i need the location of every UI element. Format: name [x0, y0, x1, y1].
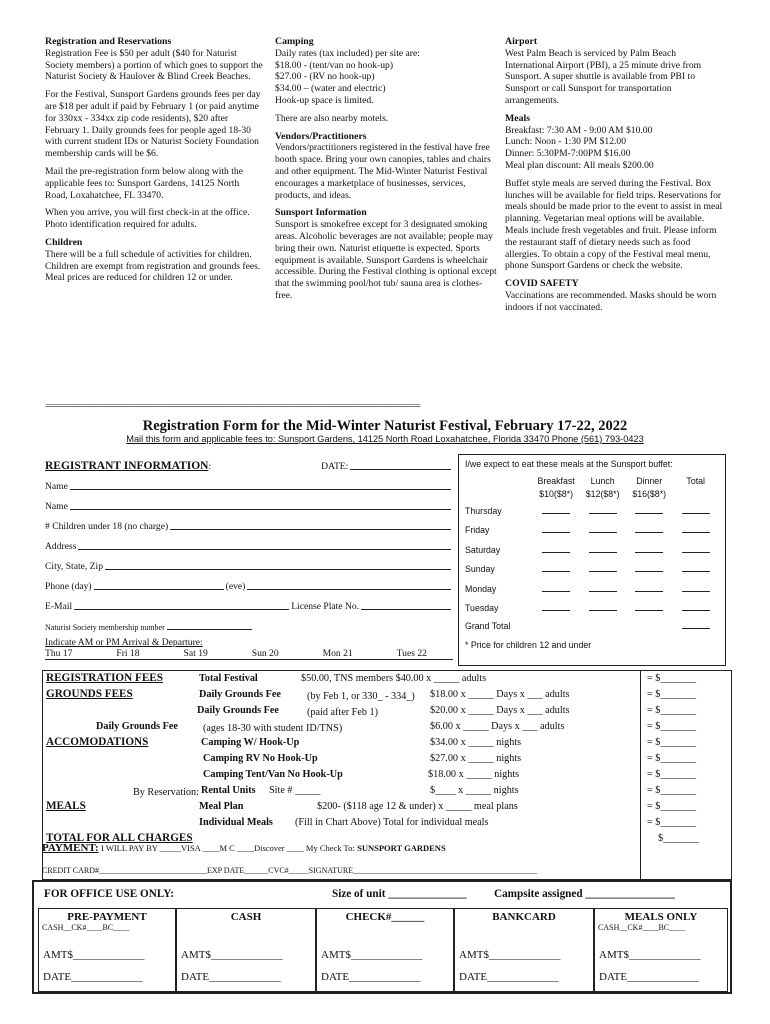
info-column-right	[505, 36, 727, 320]
payment-label: PAYMENT:	[42, 842, 99, 854]
office-cell-title: BANKCARD	[492, 911, 556, 923]
meal-count-field[interactable]	[542, 513, 570, 514]
amount-field[interactable]: = $_______	[647, 801, 697, 812]
office-amount-field[interactable]: AMT$_____________	[181, 949, 283, 961]
registrant-heading: REGISTRANT INFORMATION	[45, 460, 209, 472]
office-cell-sub[interactable]: CASH__CK#____BC____	[598, 923, 686, 932]
office-date-field[interactable]: DATE_____________	[459, 971, 559, 983]
office-amount-field[interactable]: AMT$_____________	[321, 949, 423, 961]
daily-grounds-2-detail: $20.00 x _____ Days x ___ adults	[430, 705, 570, 716]
arrival-day[interactable]: Sun 20	[251, 648, 279, 659]
amount-field[interactable]: = $_______	[647, 785, 697, 796]
children-price-note: * Price for children 12 and under	[465, 640, 592, 650]
c3-block	[505, 278, 727, 313]
campsite-field[interactable]: Campsite assigned ________________	[494, 888, 675, 900]
individual-meals-detail: (Fill in Chart Above) Total for individual meals	[295, 817, 489, 828]
form-title: Registration Form for the Mid-Winter Naturist Festival, February 17-22, 2022	[142, 418, 628, 434]
meal-day-label: Saturday	[465, 544, 501, 555]
section-text: Sunsport is smokefree except for 3 designated smoking areas. Alcoholic beverages are not available; people may bring their own. Naturist etiquette is expected. Sports equipment is available. Sunsport Gardens is wheelchair accessible. During the Festival clothing is optional except that the swimming pool/hot tub/ sauna area is clothes-free.	[275, 219, 497, 301]
plate-label: License Plate No.	[291, 601, 360, 612]
office-amount-field[interactable]: AMT$_____________	[599, 949, 701, 961]
grand-total-label: Grand Total	[465, 621, 511, 631]
office-date-field[interactable]: DATE_____________	[599, 971, 699, 983]
phone-day-label: Phone (day)	[45, 581, 92, 592]
email-field[interactable]	[74, 609, 289, 610]
meal-column-price: $12($8*)	[585, 489, 620, 499]
grounds-fees-heading: GROUNDS FEES	[46, 688, 133, 700]
c3-block	[505, 36, 727, 107]
plate-field[interactable]	[361, 609, 451, 610]
office-date-field[interactable]: DATE_____________	[43, 971, 143, 983]
meal-count-field[interactable]	[635, 552, 663, 553]
info-column-left	[45, 36, 263, 290]
section-heading: Vendors/Practitioners	[275, 130, 367, 142]
daily-grounds-1-detail: $18.00 x _____ Days x ___ adults	[430, 689, 570, 700]
camping-hookup-detail: $34.00 x _____ nights	[430, 737, 522, 748]
office-cell	[176, 908, 316, 992]
meal-count-field[interactable]	[635, 513, 663, 514]
meal-count-field[interactable]	[635, 532, 663, 533]
children-label: # Children under 18 (no charge)	[45, 521, 169, 532]
payment-payee: SUNSPORT GARDENS	[357, 843, 446, 853]
meal-day-row	[465, 521, 719, 541]
date-label: DATE:	[321, 461, 349, 472]
meal-day-label: Monday	[465, 583, 497, 594]
section-text: Registration Fee is $50 per adult ($40 for Naturist Society members) a portion of which goes to support the Naturist Society & Haulover & Blind Creek Beaches.	[45, 47, 263, 83]
office-date-field[interactable]: DATE_____________	[321, 971, 421, 983]
email-label: E-Mail	[45, 601, 73, 612]
arrival-label: Indicate AM or PM Arrival & Departure:	[45, 637, 203, 648]
section-heading: Registration and Reservations	[45, 36, 172, 47]
meal-day-row	[465, 560, 719, 580]
reg-fees-heading: REGISTRATION FEES	[46, 672, 163, 684]
c3-block	[505, 113, 727, 172]
meal-plan-detail: $200- ($118 age 12 & under) x _____ meal plans	[317, 801, 518, 812]
daily-grounds-3-label: Daily Grounds Fee	[96, 721, 178, 732]
meal-count-field[interactable]	[589, 513, 617, 514]
c1-block	[45, 166, 263, 201]
meal-day-label: Friday	[465, 525, 490, 536]
camping-tent-label: Camping Tent/Van No Hook-Up	[203, 769, 343, 780]
name-label-2: Name	[45, 501, 68, 512]
section-text: Mail the pre-registration form below along with the applicable fees to: Sunsport Gardens, 14125 North Road, Loxahatchee, FL 33470.	[45, 165, 243, 201]
address-label: Address	[45, 541, 77, 552]
meal-count-field[interactable]	[542, 552, 570, 553]
name-field-1[interactable]	[70, 489, 451, 490]
camping-rv-detail: $27.00 x _____ nights	[430, 753, 522, 764]
daily-grounds-1-label: Daily Grounds Fee	[199, 689, 281, 700]
office-cell-title: MEALS ONLY	[624, 911, 698, 923]
c2-block	[275, 36, 497, 107]
section-heading: Sunsport Information	[275, 207, 367, 219]
section-text: Buffet style meals are served during the Festival. Box lunches will be available for field trips. Reservations for meals should be made prior to the event to assist in meal planning. Vegetarian meal options will be available. Meals include fresh vegetables and fruit. Please inform the restaurant staff of dietary needs such as food allergies. To obtain a copy of the Festival meal menu, phone Sunsport Gardens or check the website.	[505, 177, 723, 272]
meal-day-row	[465, 540, 719, 560]
meal-column-header: Dinner	[636, 476, 663, 486]
arrival-day[interactable]: Tues 22	[396, 648, 427, 659]
amount-field[interactable]: = $_______	[647, 769, 697, 780]
amount-field[interactable]: = $_______	[647, 673, 697, 684]
office-use-section	[32, 880, 732, 994]
meal-day-row	[465, 599, 719, 619]
payment-line	[42, 842, 446, 854]
camping-tent-detail: $18.00 x _____ nights	[428, 769, 520, 780]
meal-day-label: Sunday	[465, 564, 495, 575]
c2-block	[275, 113, 497, 125]
meal-plan-label: Meal Plan	[199, 801, 244, 812]
arrival-day[interactable]: Fri 18	[116, 648, 140, 659]
credit-card-line[interactable]: CREDIT CARD#___________________________EXP DATE______CVC#_____SIGNATURE______________________________________________	[42, 866, 538, 875]
daily-grounds-1-note: (by Feb 1, or 330_ - 334_)	[307, 691, 415, 702]
section-text: There will be a full schedule of activities for children. Children are exempt from registration and grounds fees. Meal prices are reduced for children 12 or under.	[45, 248, 261, 284]
meal-count-field[interactable]	[635, 591, 663, 592]
payment-options[interactable]: I WILL PAY BY _____VISA ____M C ____Discover ____ My Check To:	[101, 843, 355, 853]
meal-count-field[interactable]	[682, 513, 710, 514]
meal-day-label: Thursday	[465, 505, 502, 516]
arrival-day[interactable]: Thu 17	[45, 648, 73, 659]
rental-units-label: Rental Units	[201, 785, 256, 796]
c2-block	[275, 131, 497, 202]
separator-line: ========================================================================	[45, 400, 420, 412]
amount-field[interactable]: $_______	[658, 833, 699, 844]
membership-label: Naturist Society membership number	[45, 623, 165, 632]
section-text: Daily rates (tax included) per site are: $18.00 - (tent/van no hook-up) $27.00 - (RV no hook-up) $34.00 – (water and electric) Hook-up space is limited.	[275, 47, 420, 106]
meal-count-field[interactable]	[542, 591, 570, 592]
office-cell	[454, 908, 594, 992]
info-column-middle	[275, 36, 497, 308]
individual-meals-label: Individual Meals	[199, 817, 273, 828]
office-amount-field[interactable]: AMT$_____________	[43, 949, 145, 961]
daily-grounds-2-note: (paid after Feb 1)	[307, 707, 378, 718]
amount-field[interactable]: = $_______	[647, 753, 697, 764]
office-cell-title: CASH	[230, 911, 262, 923]
amount-field[interactable]: = $_______	[647, 705, 697, 716]
office-date-field[interactable]: DATE_____________	[181, 971, 281, 983]
registrant-section	[45, 454, 453, 660]
amount-field[interactable]: = $_______	[647, 721, 697, 732]
c3-block	[505, 178, 727, 272]
meal-day-row	[465, 501, 719, 521]
section-heading: COVID SAFETY	[505, 278, 579, 290]
meal-column-header: Lunch	[590, 476, 615, 486]
meal-count-field[interactable]	[542, 571, 570, 572]
section-heading: Children	[45, 236, 83, 248]
children-field[interactable]	[170, 529, 451, 530]
meal-count-field[interactable]	[589, 571, 617, 572]
meal-count-field[interactable]	[682, 610, 710, 611]
phone-day-field[interactable]	[94, 589, 224, 590]
office-cell	[38, 908, 176, 992]
section-heading: Camping	[275, 36, 314, 47]
daily-grounds-3-detail: $6.00 x _____ Days x ___ adults	[430, 721, 565, 732]
meal-day-label: Tuesday	[465, 603, 499, 614]
c1-block	[45, 207, 263, 231]
c1-block	[45, 36, 263, 83]
city-field[interactable]	[105, 569, 451, 570]
office-cell	[594, 908, 728, 992]
daily-grounds-2-label: Daily Grounds Fee	[197, 705, 279, 716]
registrant-heading-colon: :	[208, 461, 212, 472]
meal-column-price: $10($8*)	[539, 489, 573, 499]
meal-count-field[interactable]	[542, 532, 570, 533]
total-festival-detail: $50.00, TNS members $40.00 x _____ adults	[301, 673, 487, 684]
amount-field[interactable]: = $_______	[647, 737, 697, 748]
membership-field[interactable]	[167, 629, 252, 630]
meal-chart	[458, 454, 726, 666]
office-cell-title: CHECK#______	[345, 911, 425, 923]
camping-rv-label: Camping RV No Hook-Up	[203, 753, 318, 764]
accommodations-heading: ACCOMODATIONS	[46, 736, 149, 748]
name-field-2[interactable]	[70, 509, 451, 510]
office-cell-title: PRE-PAYMENT	[67, 911, 147, 923]
phone-eve-field[interactable]	[247, 589, 451, 590]
grand-total-field[interactable]	[682, 628, 710, 629]
meal-count-field[interactable]	[589, 552, 617, 553]
amount-field[interactable]: = $_______	[647, 817, 697, 828]
meals-heading: MEALS	[46, 800, 86, 812]
section-heading: Meals	[505, 112, 531, 124]
meal-column-price: $16($8*)	[632, 489, 667, 499]
office-heading: FOR OFFICE USE ONLY:	[44, 888, 175, 900]
rental-units-detail: $____ x _____ nights	[430, 785, 519, 796]
section-heading: Airport	[505, 36, 538, 47]
meal-chart-intro: I/we expect to eat these meals at the Sunsport buffet:	[465, 459, 673, 469]
arrival-days	[45, 648, 453, 660]
total-all-heading: TOTAL FOR ALL CHARGES	[46, 832, 193, 844]
camping-hookup-label: Camping W/ Hook-Up	[201, 737, 300, 748]
phone-eve-label: (eve)	[225, 581, 246, 592]
section-text: When you arrive, you will first check-in at the office. Photo identification required for adults.	[45, 207, 250, 231]
meal-count-field[interactable]	[542, 610, 570, 611]
meal-count-field[interactable]	[589, 591, 617, 592]
daily-grounds-3-note: (ages 18-30 with student ID/TNS)	[203, 723, 343, 734]
meal-count-field[interactable]	[682, 571, 710, 572]
city-label: City, State, Zip	[45, 561, 104, 572]
unit-size-field[interactable]: Size of unit ______________	[332, 888, 467, 900]
c1-block	[45, 89, 263, 160]
section-text: Vendors/practitioners registered in the festival have free booth space. Bring your own canopies, tables and chairs and other equipment. The Mid-Winter Naturist Festival encourages a marketplace of businesses, services, products, and ideas.	[275, 142, 491, 201]
meal-count-field[interactable]	[635, 571, 663, 572]
total-festival-label: Total Festival	[199, 673, 258, 684]
meal-column-header: Breakfast	[537, 476, 575, 486]
meal-count-field[interactable]	[682, 552, 710, 553]
meal-count-field[interactable]	[682, 532, 710, 533]
mail-instructions: Mail this form and applicable fees to: Sunsport Gardens, 14125 North Road Loxahatchee, Florida 33470 Phone (561) 793-0423	[126, 434, 644, 444]
name-label-1: Name	[45, 481, 68, 492]
meal-count-field[interactable]	[635, 610, 663, 611]
meal-day-row	[465, 579, 719, 599]
section-text: There are also nearby motels.	[275, 112, 389, 124]
by-reservation-label: By Reservation:	[133, 787, 199, 798]
meal-count-field[interactable]	[589, 532, 617, 533]
office-cell	[316, 908, 454, 992]
office-amount-field[interactable]: AMT$_____________	[459, 949, 561, 961]
section-text: West Palm Beach is serviced by Palm Beach International Airport (PBI), a 25 minute drive from Sunsport. A super shuttle is available from PBI to Sunsport or call Sunsport for transportation arrangements.	[505, 47, 702, 106]
arrival-day[interactable]: Mon 21	[322, 648, 353, 659]
office-cell-sub[interactable]: CASH__CK#____BC____	[42, 923, 130, 932]
meal-column-header: Total	[686, 476, 706, 486]
section-text: For the Festival, Sunsport Gardens grounds fees per day are $18 per adult if paid by February 1 (or paid anytime for 330xx - 334xx zip code residents), $20 after February 1. Daily grounds fees for people aged 18-30 with current student IDs or Naturist Society Foundation membership cards will be $6.	[45, 89, 261, 160]
meal-count-field[interactable]	[589, 610, 617, 611]
section-text: Vaccinations are recommended. Masks should be worn indoors if not vaccinated.	[505, 289, 717, 313]
amount-field[interactable]: = $_______	[647, 689, 697, 700]
rental-units-site: Site # _____	[269, 785, 321, 796]
date-field[interactable]	[350, 469, 451, 470]
meal-count-field[interactable]	[682, 591, 710, 592]
c2-block	[275, 207, 497, 301]
section-text: Breakfast: 7:30 AM - 9:00 AM $10.00 Lunch: Noon - 1:30 PM $12.00 Dinner: 5:30PM-7:00PM $16.00 Meal plan discount: All meals $200.00	[505, 124, 654, 171]
arrival-day[interactable]: Sat 19	[183, 648, 208, 659]
address-field[interactable]	[78, 549, 451, 550]
c1-block	[45, 237, 263, 284]
